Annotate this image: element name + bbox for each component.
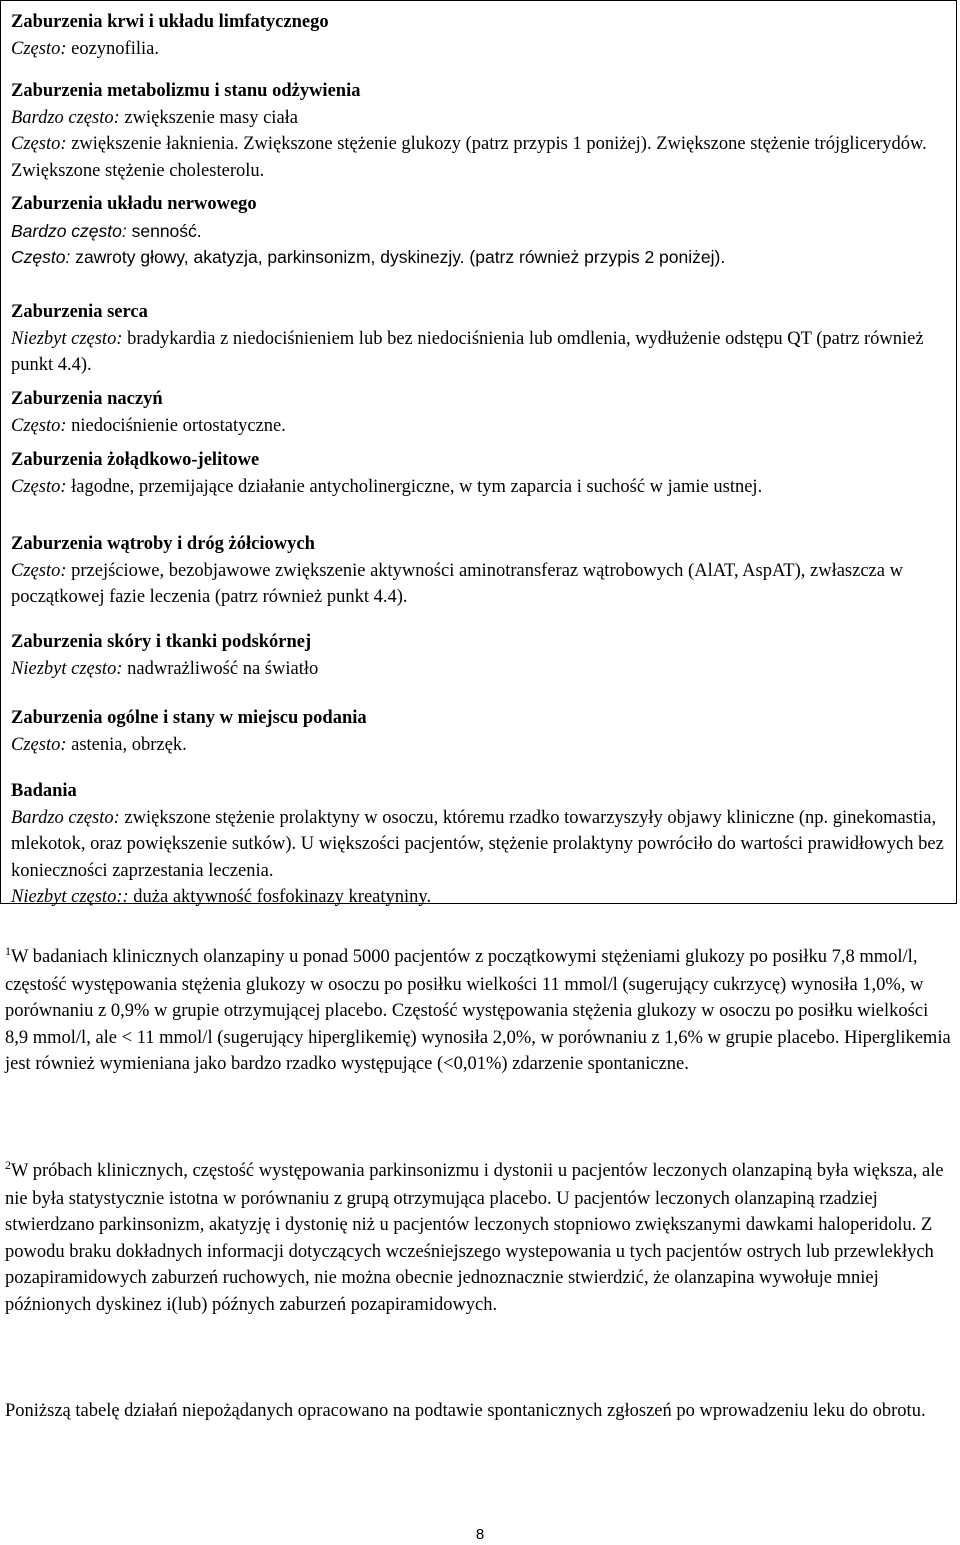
section-gastro bbox=[11, 447, 946, 500]
effect-text: zawroty głowy, akatyzja, parkinsonizm, dyskinezjy. (patrz również przypis 2 poniżej). bbox=[70, 247, 726, 267]
closing-paragraph: Poniższą tabelę działań niepożądanych opracowano na podtawie spontanicznych zgłoszeń po wprowadzeniu leku do obrotu. bbox=[5, 1401, 926, 1421]
frequency-label: Niezbyt często: bbox=[11, 658, 123, 679]
section-blood bbox=[11, 9, 946, 62]
section-metabolism bbox=[11, 78, 946, 184]
frequency-label: Niezbyt często:: bbox=[11, 887, 129, 907]
effect-text: łagodne, przemijające działanie antycholinergiczne, w tym zaparcia i suchość w jamie ustnej. bbox=[66, 476, 763, 497]
section-line bbox=[11, 884, 946, 911]
section-heading: Zaburzenia układu nerwowego bbox=[11, 194, 257, 214]
section-line bbox=[11, 131, 946, 184]
section-line bbox=[11, 105, 946, 132]
frequency-label: Często: bbox=[11, 734, 67, 755]
section-line bbox=[11, 218, 946, 245]
section-heading: Zaburzenia krwi i układu limfatycznego bbox=[11, 12, 329, 32]
section-line bbox=[11, 805, 946, 885]
effect-text: senność. bbox=[126, 220, 202, 241]
effect-text: bradykardia z niedociśnieniem lub bez niedociśnienia lub omdlenia, wydłużenie odstępu QT (patrz również punkt 4.4). bbox=[11, 328, 924, 375]
section-liver bbox=[11, 531, 946, 611]
section-investigations bbox=[11, 778, 946, 911]
frequency-label: Bardzo często: bbox=[11, 107, 120, 128]
section-line bbox=[11, 732, 946, 759]
section-vascular bbox=[11, 386, 946, 439]
footnote-text: W badaniach klinicznych olanzapiny u ponad 5000 pacjentów z początkowymi stężeniami glukozy po posiłku 7,8 mmol/l, częstość występowania stężenia glukozy w osoczu po posiłku wielkości 11 mmol/l (sugerujący cukrzycę) wynosiła 1,0%, w porównaniu z 0,9% w grupie otrzymującej placebo. Częstość występowania stężenia glukozy w osoczu po posiłku wielkości 8,9 mmol/l, ale < 11 mmol/l (sugerujący hiperglikemię) wynosiła 2,0%, w porównaniu z 1,6% w grupie placebo. Hiperglikemia jest również wymieniana jako bardzo rzadko występujące (<0,01%) zdarzenie spontaniczne. bbox=[5, 947, 951, 1074]
frequency-label: Bardzo często: bbox=[11, 220, 127, 241]
frequency-label: Często: bbox=[11, 134, 67, 154]
section-heading: Badania bbox=[11, 781, 77, 801]
section-line bbox=[11, 36, 946, 63]
frequency-label: Często: bbox=[11, 38, 67, 59]
frequency-label: Często: bbox=[11, 415, 67, 436]
section-heading: Zaburzenia wątroby i dróg żółciowych bbox=[11, 534, 315, 554]
effect-text: przejściowe, bezobjawowe zwiększenie aktywności aminotransferaz wątrobowych (AlAT, AspAT), zwłaszcza w początkowej fazie leczenia (patrz również punkt 4.4). bbox=[11, 560, 903, 607]
section-general bbox=[11, 705, 946, 758]
section-line bbox=[11, 656, 946, 683]
frequency-label: Często: bbox=[11, 247, 71, 267]
frequency-label: Często: bbox=[11, 476, 67, 497]
section-nervous bbox=[11, 191, 946, 271]
section-line bbox=[11, 558, 946, 611]
effect-text: astenia, obrzęk. bbox=[66, 734, 187, 755]
footnote-1 bbox=[5, 944, 955, 1078]
effect-text: zwiększenie masy ciała bbox=[119, 107, 298, 128]
effect-text: eozynofilia. bbox=[66, 38, 159, 59]
effect-text: niedociśnienie ortostatyczne. bbox=[66, 415, 286, 436]
section-heading: Zaburzenia serca bbox=[11, 302, 148, 322]
footnote-mark: 2 bbox=[5, 1158, 11, 1172]
effect-text: zwiększone stężenie prolaktyny w osoczu, któremu rzadko towarzyszyły objawy kliniczne (np. ginekomastia, mlekotok, oraz powiększenie sutków). U większości pacjentów, stężenie prolaktyny powróciło do wartości prawidłowych bez konieczności zaprzestania leczenia. bbox=[11, 807, 944, 881]
footnote-2 bbox=[5, 1158, 955, 1318]
section-line bbox=[11, 413, 946, 440]
footnote-text: W próbach klinicznych, częstość występowania parkinsonizmu i dystonii u pacjentów leczonych olanzapiną była większa, ale nie była statystycznie istotna w porównaniu z grupą otrzymująca placebo. U pacjentów leczonych olanzapiną rzadziej stwierdzano parkinsonizm, akatyzję i dystonię niż u pacjentów leczonych stopniowo zwiększanymi dawkami haloperidolu. Z powodu braku dokładnych informacji dotyczących wcześniejszego wystepowania u tych pacjentów ostrych lub przewlekłych pozapiramidowych zaburzeń ruchowych, nie można obecnie jednoznacznie stwierdzić, że olanzapina wywołuje mniej późnionych dyskinez i(lub) późnych zaburzeń pozapiramidowych. bbox=[5, 1161, 944, 1315]
frequency-label: Bardzo często: bbox=[11, 807, 120, 828]
section-heading: Zaburzenia naczyń bbox=[11, 389, 163, 409]
section-heading: Zaburzenia skóry i tkanki podskórnej bbox=[11, 632, 312, 652]
section-skin bbox=[11, 629, 946, 682]
footnote-mark: 1 bbox=[5, 944, 11, 958]
frequency-label: Często: bbox=[11, 560, 67, 581]
effect-text: duża aktywność fosfokinazy kreatyniny. bbox=[128, 887, 432, 907]
section-line bbox=[11, 244, 946, 271]
effect-text: zwiększenie łaknienia. Zwiększone stężenie glukozy (patrz przypis 1 poniżej). Zwiększone stężenie trójglicerydów. Zwiększone stężenie cholesterolu. bbox=[11, 134, 927, 181]
section-heart bbox=[11, 299, 946, 379]
section-heading: Zaburzenia żołądkowo-jelitowe bbox=[11, 450, 260, 470]
section-heading: Zaburzenia metabolizmu i stanu odżywienia bbox=[11, 81, 361, 101]
section-line bbox=[11, 326, 946, 379]
page-number: 8 bbox=[475, 1526, 485, 1543]
effect-text: nadwrażliwość na światło bbox=[122, 658, 319, 679]
section-line bbox=[11, 474, 946, 501]
section-heading: Zaburzenia ogólne i stany w miejscu podania bbox=[11, 708, 367, 728]
frequency-label: Niezbyt często: bbox=[11, 328, 123, 349]
